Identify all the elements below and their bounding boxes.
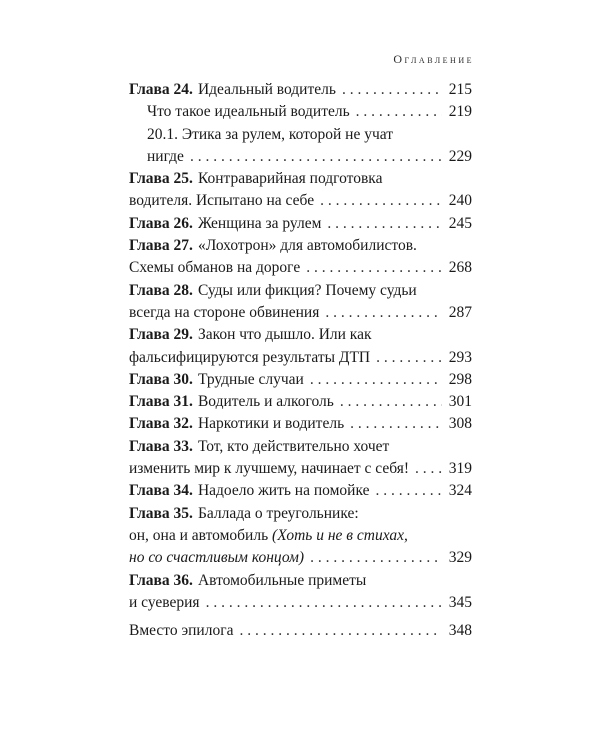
toc-line	[129, 324, 472, 346]
toc-line-text	[147, 146, 184, 168]
page-number: 319	[448, 460, 472, 478]
chapter-title: 20.1. Этика за рулем, которой не учат	[147, 125, 394, 143]
chapter-number: Глава 34.	[129, 482, 193, 500]
chapter-title: Идеальный водитель	[197, 81, 336, 98]
toc-line-text	[129, 480, 369, 502]
page-number: 293	[448, 348, 472, 366]
chapter-number: Глава 36.	[129, 571, 193, 589]
dot-leader	[190, 146, 442, 168]
dot-leader	[325, 302, 442, 324]
toc-line	[129, 570, 472, 592]
toc-line-text	[129, 324, 372, 346]
toc-line-text	[147, 101, 350, 123]
toc-line	[129, 620, 472, 642]
dot-leader	[306, 257, 442, 279]
chapter-subtitle: но со счастливым концом)	[129, 549, 305, 567]
page-number: 301	[448, 393, 472, 411]
dot-leader	[375, 480, 442, 502]
chapter-title: Трудные случаи	[197, 370, 304, 388]
chapter-title: фальсифицируются результаты ДТП	[129, 348, 371, 366]
page-number: 268	[448, 259, 472, 277]
dot-leader	[310, 547, 442, 569]
chapter-title: изменить мир к лучшему, начинает с себя!	[129, 460, 410, 478]
toc-line	[129, 592, 472, 614]
toc-line	[129, 101, 472, 123]
chapter-number: Глава 31.	[129, 393, 193, 411]
toc-line	[129, 235, 472, 257]
toc-line-text	[129, 525, 408, 547]
chapter-title: нигде	[147, 147, 184, 165]
toc-line-text	[129, 458, 409, 480]
toc-line-text	[129, 79, 336, 101]
toc-line-text	[147, 124, 393, 146]
chapter-title: Тот, кто действительно хочет	[197, 437, 390, 455]
chapter-number: Глава 28.	[129, 281, 193, 299]
chapter-title: Автомобильные приметы	[197, 571, 367, 589]
dot-leader	[376, 347, 442, 369]
toc-line	[129, 525, 472, 547]
chapter-title: «Лохотрон» для автомобилистов.	[197, 237, 417, 255]
chapter-title: Вместо эпилога	[129, 622, 234, 640]
toc-line-text	[129, 436, 389, 458]
toc-line	[129, 79, 472, 101]
toc-line	[129, 302, 472, 324]
chapter-title: Наркотики и водитель	[197, 415, 345, 433]
toc-header: Оглавление	[393, 52, 474, 66]
toc-line-text	[129, 592, 200, 614]
toc-line-text	[129, 190, 314, 212]
toc-line	[129, 458, 472, 480]
toc-line-text	[129, 168, 382, 190]
dot-leader	[342, 79, 442, 101]
chapter-title: и суеверия	[129, 593, 200, 611]
toc-line	[129, 436, 472, 458]
dot-leader	[340, 391, 442, 413]
toc-line-text	[129, 235, 417, 257]
chapter-number: Глава 33.	[129, 437, 193, 455]
page-number: 287	[448, 303, 472, 321]
toc-line	[129, 547, 472, 569]
table-of-contents	[129, 79, 472, 642]
chapter-title: всегда на стороне обвинения	[129, 303, 320, 321]
toc-line	[129, 280, 472, 302]
chapter-title: Суды или фикция? Почему судьи	[197, 281, 417, 299]
dot-leader	[239, 620, 442, 642]
page-number: 298	[448, 370, 472, 388]
page-number: 219	[448, 103, 472, 121]
toc-line	[129, 413, 472, 435]
page-number: 348	[448, 622, 472, 640]
chapter-number: Глава 29.	[129, 326, 193, 344]
dot-leader	[206, 592, 442, 614]
toc-line-text	[129, 280, 417, 302]
toc-line	[129, 480, 472, 502]
toc-line-text	[129, 391, 334, 413]
page-number: 324	[448, 482, 472, 500]
chapter-title: Закон что дышло. Или как	[197, 326, 372, 344]
dot-leader	[415, 458, 442, 480]
toc-line-text	[129, 257, 300, 279]
toc-line-text	[129, 213, 321, 235]
toc-line-text	[129, 620, 233, 642]
toc-line-text	[129, 503, 359, 525]
toc-line	[129, 503, 472, 525]
chapter-number: Глава 30.	[129, 370, 193, 388]
dot-leader	[310, 369, 442, 391]
chapter-title: водителя. Испытано на себе	[129, 192, 315, 210]
chapter-title: Схемы обманов на дороге	[129, 259, 301, 277]
toc-line	[129, 124, 472, 146]
chapter-number: Глава 25.	[129, 170, 193, 188]
dot-leader	[350, 413, 442, 435]
toc-line	[129, 347, 472, 369]
toc-line-text	[129, 369, 304, 391]
toc-line	[129, 391, 472, 413]
page-number: 308	[448, 415, 472, 433]
chapter-title: Что такое идеальный водитель	[147, 103, 350, 121]
page-number: 245	[448, 214, 472, 232]
chapter-subtitle: (Хоть и не в стихах,	[272, 526, 408, 544]
chapter-number: Глава 27.	[129, 237, 193, 255]
chapter-number: Глава 26.	[129, 214, 193, 232]
toc-line-text	[129, 547, 304, 569]
chapter-number: Глава 24.	[129, 81, 193, 98]
toc-line	[129, 168, 472, 190]
chapter-title: Баллада о треугольнике:	[197, 504, 359, 522]
toc-line	[129, 369, 472, 391]
page-number: 345	[448, 593, 472, 611]
dot-leader	[356, 101, 442, 123]
toc-line-text	[129, 347, 370, 369]
chapter-title: он, она и автомобиль	[129, 526, 269, 544]
chapter-title: Водитель и алкоголь	[197, 393, 334, 411]
dot-leader	[320, 190, 442, 212]
chapter-title: Женщина за рулем	[197, 214, 322, 232]
chapter-title: Надоело жить на помойке	[197, 482, 370, 500]
toc-line-text	[129, 413, 344, 435]
page-number: 329	[448, 549, 472, 567]
page-number: 215	[448, 81, 472, 98]
chapter-number: Глава 35.	[129, 504, 193, 522]
toc-line	[129, 213, 472, 235]
chapter-number: Глава 32.	[129, 415, 193, 433]
toc-line	[129, 257, 472, 279]
toc-line-text	[129, 302, 319, 324]
toc-line-text	[129, 570, 366, 592]
toc-line	[129, 190, 472, 212]
page-number: 240	[448, 192, 472, 210]
dot-leader	[327, 213, 442, 235]
chapter-title: Контраварийная подготовка	[197, 170, 383, 188]
toc-line	[129, 146, 472, 168]
page-number: 229	[448, 147, 472, 165]
